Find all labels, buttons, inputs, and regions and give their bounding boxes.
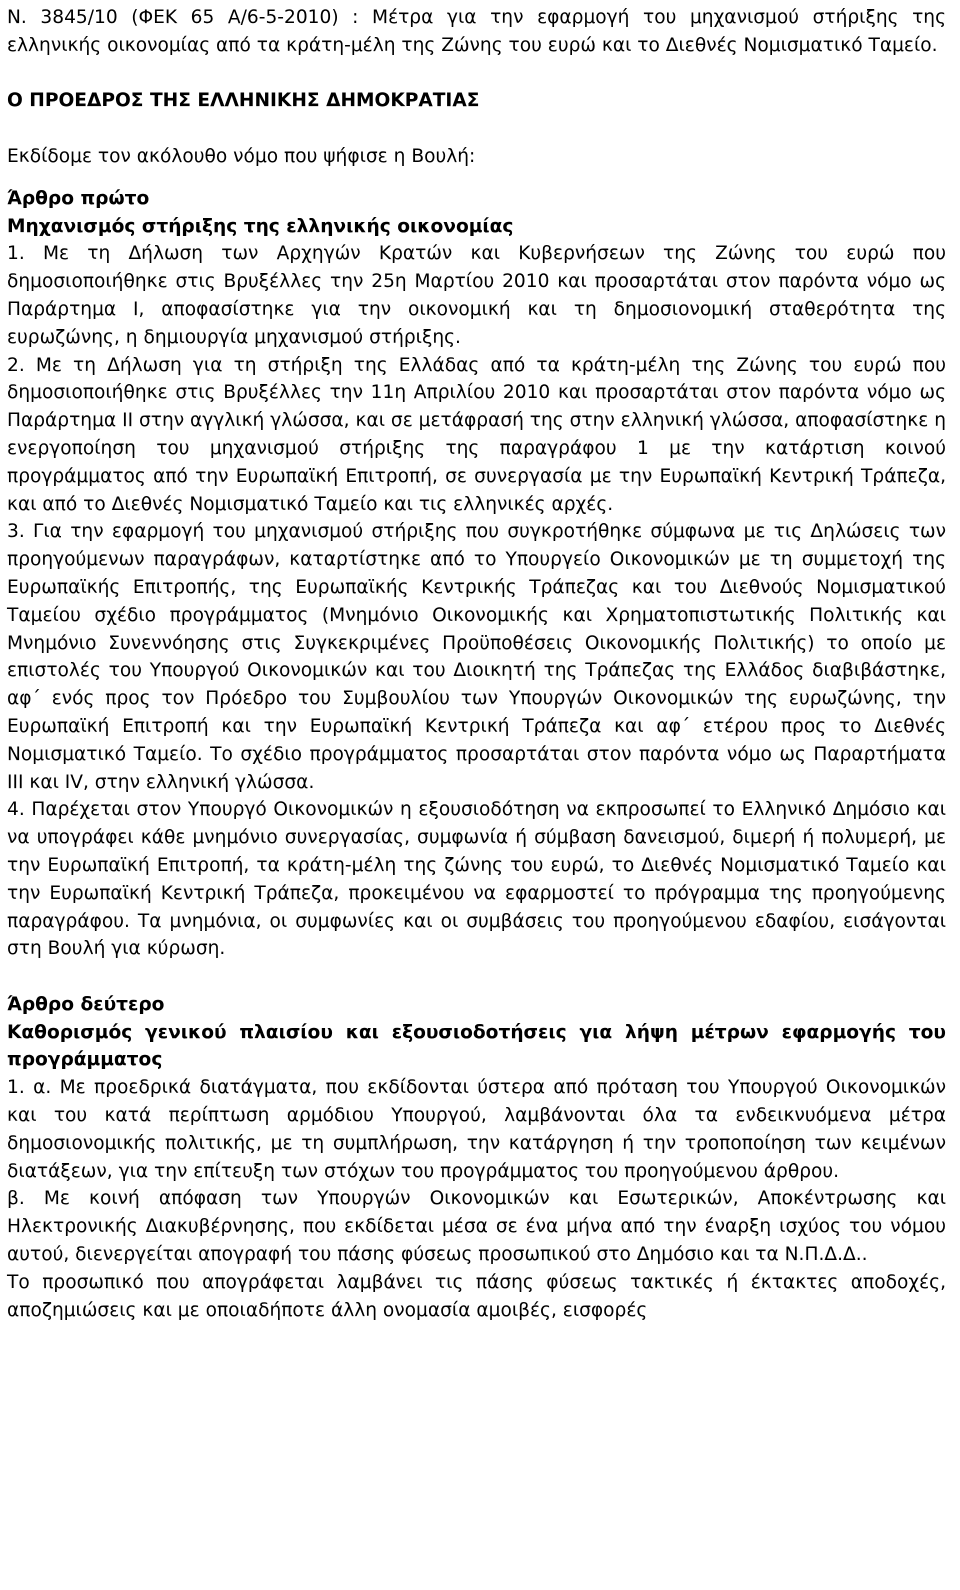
article-subtitle: Καθορισμός γενικού πλαισίου και εξουσιοδοτήσεις για λήψη μέτρων εφαρμογής του προγράμματος — [7, 1021, 946, 1071]
spacer — [7, 60, 946, 88]
spacer — [7, 115, 946, 143]
article-paragraph: 2. Με τη Δήλωση για τη στήριξη της Ελλάδας από τα κράτη-μέλη της Ζώνης του ευρώ που δημοσιοποιήθηκε στις Βρυξέλλες την 11η Απριλίου 2010 και προσαρτάται στον παρόντα νόμο ως Παράρτημα ΙΙ στην αγγλική γλώσσα, και σε μετάφρασή της στην ελληνική γλώσσα, αποφασίστηκε η ενεργοποίηση του μηχανισμού στήριξης της παραγράφου 1 με την κατάρτιση κοινού προγράμματος από την Ευρωπαϊκή Επιτροπή, σε συνεργασία με την Ευρωπαϊκή Κεντρική Τράπεζα, και από το Διεθνές Νομισματικό Ταμείο και τις ελληνικές αρχές. — [7, 354, 946, 515]
article-title: Άρθρο πρώτο — [7, 187, 150, 209]
article-paragraph: Το προσωπικό που απογράφεται λαμβάνει τις πάσης φύσεως τακτικές ή έκτακτες αποδοχές, αποζημιώσεις και με οποιαδήποτε άλλη ονομασία αμοιβές, εισφορές — [7, 1271, 946, 1321]
article-1 — [7, 185, 946, 963]
article-2 — [7, 991, 946, 1325]
article-subtitle: Μηχανισμός στήριξης της ελληνικής οικονομίας — [7, 215, 514, 237]
article-paragraph: β. Με κοινή απόφαση των Υπουργών Οικονομικών και Εσωτερικών, Αποκέντρωσης και Ηλεκτρονικής Διακυβέρνησης, που εκδίδεται μέσα σε ένα μήνα από την έναρξη ισχύος του νόμου αυτού, διενεργείται απογραφή του πάσης φύσεως προσωπικού στο Δημόσιο και τα Ν.Π.Δ.Δ.. — [7, 1188, 946, 1266]
article-paragraph: 4. Παρέχεται στον Υπουργό Οικονομικών η εξουσιοδότηση να εκπροσωπεί το Ελληνικό Δημόσιο και να υπογράφει κάθε μνημόνιο συνεργασίας, συμφωνία ή σύμβαση δανεισμού, διμερή ή πολυμερή, με την Ευρωπαϊκή Επιτροπή, τα κράτη-μέλη της ζώνης του ευρώ, το Διεθνές Νομισματικό Ταμείο και την Ευρωπαϊκή Κεντρική Τράπεζα, προκειμένου να εφαρμοστεί το πρόγραμμα της προηγούμενης παραγράφου. Τα μνημόνια, οι συμφωνίες και οι συμβάσεις του προηγούμενου εδαφίου, εισάγονται στη Βουλή για κύρωση. — [7, 799, 946, 960]
spacer — [7, 171, 946, 185]
president-heading: Ο ΠΡΟΕΔΡΟΣ ΤΗΣ ΕΛΛΗΝΙΚΗΣ ΔΗΜΟΚΡΑΤΙΑΣ — [7, 90, 480, 112]
article-paragraph: 3. Για την εφαρμογή του μηχανισμού στήριξης που συγκροτήθηκε σύμφωνα με τις Δηλώσεις των προηγούμενων παραγράφων, καταρτίστηκε από το Υπουργείο Οικονομικών με τη συμμετοχή της Ευρωπαϊκής Επιτροπής, της Ευρωπαϊκής Κεντρικής Τράπεζας και του Διεθνούς Νομισματικού Ταμείου σχέδιο προγράμματος (Μνημόνιο Οικονομικής και Χρηματοπιστωτικής Πολιτικής και Μνημόνιο Συνεννόησης στις Συγκεκριμένες Προϋποθέσεις Οικονομικής Πολιτικής) το οποίο με επιστολές του Υπουργού Οικονομικών και του Διοικητή της Τράπεζας της Ελλάδος διαβιβάστηκε, αφ΄ ενός προς τον Πρόεδρο του Συμβουλίου των Υπουργών Οικονομικών της ευρωζώνης, την Ευρωπαϊκή Επιτροπή και την Ευρωπαϊκή Κεντρική Τράπεζα και αφ΄ ετέρου προς το Διεθνές Νομισματικό Ταμείο. Το σχέδιο προγράμματος προσαρτάται στον παρόντα νόμο ως Παραρτήματα ΙΙΙ και IV, στην ελληνική γλώσσα. — [7, 521, 946, 793]
article-title: Άρθρο δεύτερο — [7, 993, 165, 1015]
spacer — [7, 963, 946, 991]
article-paragraph: 1. Με τη Δήλωση των Αρχηγών Κρατών και Κυβερνήσεων της Ζώνης του ευρώ που δημοσιοποιήθηκε στις Βρυξέλλες την 25η Μαρτίου 2010 και προσαρτάται στον παρόντα νόμο ως Παράρτημα Ι, αποφασίστηκε για την οικονομική και τη δημοσιονομική σταθερότητα της ευρωζώνης, η δημιουργία μηχανισμού στήριξης. — [7, 243, 946, 348]
article-paragraph: 1. α. Με προεδρικά διατάγματα, που εκδίδονται ύστερα από πρόταση του Υπουργού Οικονομικών και του κατά περίπτωση αρμόδιου Υπουργού, λαμβάνονται όλα τα ενδεικνυόμενα μέτρα δημοσιονομικής πολιτικής, με τη συμπλήρωση, την κατάργηση ή την τροποποίηση των κειμένων διατάξεων, για την επίτευξη των στόχων του προγράμματος του προηγούμενου άρθρου. — [7, 1077, 946, 1182]
law-header: Ν. 3845/10 (ΦΕΚ 65 Α/6-5-2010) : Μέτρα για την εφαρμογή του μηχανισμού στήριξης της ελληνικής οικονομίας από τα κράτη-μέλη της Ζώνης του ευρώ και το Διεθνές Νομισματικό Ταμείο. — [7, 7, 946, 56]
enactment-clause: Εκδίδομε τον ακόλουθο νόμο που ψήφισε η Βουλή: — [7, 145, 476, 167]
